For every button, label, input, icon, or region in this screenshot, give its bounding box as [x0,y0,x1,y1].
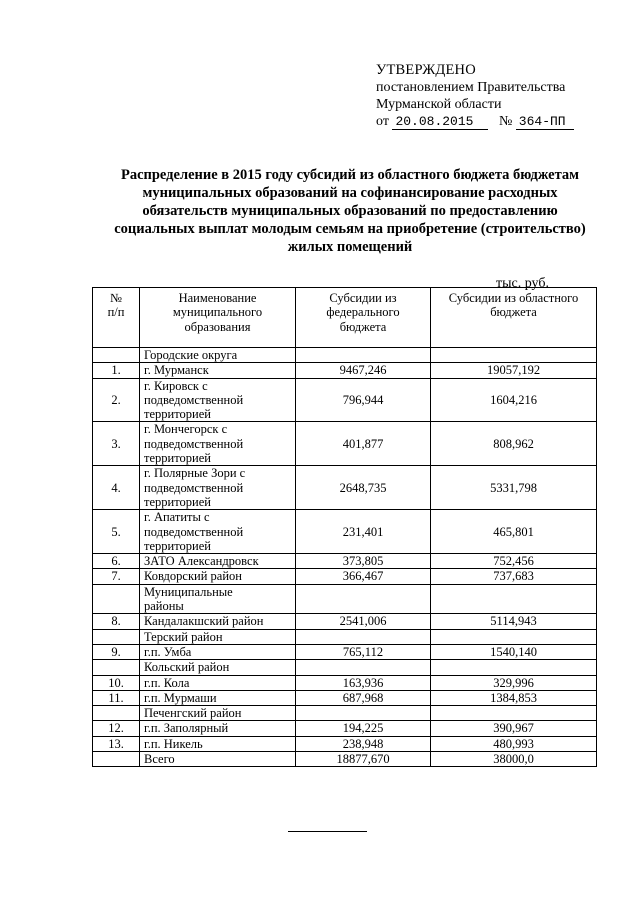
table-row [93,675,597,690]
row-name-line: г.п. Умба [144,644,192,659]
row-federal-value: 238,948 [296,736,431,751]
row-name [140,422,296,466]
row-name-line: Всего [144,752,175,767]
table-row [93,721,597,736]
row-regional-value: 1384,853 [431,690,597,705]
header-num [93,288,140,348]
from-label: от [376,114,389,129]
header-text: образования [184,319,251,334]
table-body [93,348,597,767]
row-name [140,466,296,510]
table-row [93,378,597,422]
header-federal [296,288,431,348]
row-number: 11. [93,690,140,705]
title-line: Распределение в 2015 году субсидий из областного бюджета бюджетам [120,167,580,183]
row-federal-value: 401,877 [296,422,431,466]
row-number: 10. [93,675,140,690]
approval-date-line [376,113,574,130]
row-name-line: территорией [144,407,211,422]
row-regional-value [431,660,597,675]
row-name-line: территорией [144,451,211,466]
row-federal-value: 373,805 [296,554,431,569]
row-federal-value: 231,401 [296,510,431,554]
row-federal-value: 765,112 [296,644,431,659]
row-regional-value: 1540,140 [431,644,597,659]
row-regional-value: 480,993 [431,736,597,751]
row-number [93,706,140,721]
row-number: 7. [93,569,140,584]
header-text: Субсидии из [329,291,397,305]
row-name [140,569,296,584]
table-row [93,690,597,705]
row-name [140,706,296,721]
row-regional-value [431,706,597,721]
row-name [140,378,296,422]
row-name [140,348,296,363]
header-text: п/п [107,305,125,320]
row-name [140,554,296,569]
row-number: 1. [93,363,140,378]
row-name-line: г.п. Никель [144,736,203,751]
row-federal-value: 687,968 [296,690,431,705]
row-name [140,752,296,767]
title-line: муниципальных образований на софинансирование расходных [142,185,558,201]
table-header-row [93,288,597,348]
row-name-line: г. Кировск с [144,378,208,393]
row-name-line: Терский район [144,629,223,644]
row-name-line: районы [144,599,184,614]
row-name [140,584,296,614]
row-name-line: территорией [144,538,211,553]
row-federal-value: 2648,735 [296,466,431,510]
title-line: жилых помещений [287,239,413,255]
row-name [140,675,296,690]
row-federal-value: 9467,246 [296,363,431,378]
number-label: № [498,114,513,129]
table-row [93,348,597,363]
row-name-line: Муниципальные [144,584,233,599]
approval-number: 364-ПП [516,115,574,130]
approval-line-1: постановлением Правительства [376,80,566,95]
row-federal-value: 796,944 [296,378,431,422]
row-name [140,629,296,644]
row-name-line: г. Полярные Зори с [144,466,246,481]
table-row [93,422,597,466]
row-regional-value: 752,456 [431,554,597,569]
row-name-line: Кандалакшский район [144,614,264,629]
header-text: федерального [326,305,400,320]
row-federal-value [296,629,431,644]
row-federal-value [296,706,431,721]
approval-date: 20.08.2015 [392,115,488,130]
table-row [93,752,597,767]
row-federal-value: 163,936 [296,675,431,690]
row-regional-value [431,348,597,363]
row-number [93,584,140,614]
row-regional-value: 329,996 [431,675,597,690]
row-number: 13. [93,736,140,751]
row-name [140,660,296,675]
row-number: 5. [93,510,140,554]
row-name-line: Печенгский район [144,706,242,721]
row-name [140,690,296,705]
row-name-line: г.п. Мурмаши [144,690,217,705]
table-row [93,510,597,554]
table-row [93,644,597,659]
approval-block [376,62,574,130]
row-number: 12. [93,721,140,736]
document-title [60,166,640,256]
row-number: 3. [93,422,140,466]
table-row [93,466,597,510]
row-regional-value: 808,962 [431,422,597,466]
row-federal-value [296,348,431,363]
row-regional-value: 5331,798 [431,466,597,510]
table-row [93,736,597,751]
header-text: Наименование [178,291,257,305]
row-name-line: ЗАТО Александровск [144,554,259,569]
row-federal-value [296,584,431,614]
row-federal-value: 18877,670 [296,752,431,767]
table-row [93,554,597,569]
table-row [93,706,597,721]
row-name-line: г. Мурманск [144,363,209,378]
row-name [140,721,296,736]
row-regional-value: 5114,943 [431,614,597,629]
row-name-line: г.п. Заполярный [144,721,229,736]
row-federal-value: 366,467 [296,569,431,584]
row-name-line: г.п. Кола [144,675,190,690]
subsidy-table [92,287,597,767]
row-name-line: подведомственной [144,524,244,539]
row-name-line: Кольский район [144,660,230,675]
header-text: муниципального [172,305,263,320]
row-number: 2. [93,378,140,422]
row-federal-value [296,660,431,675]
row-name-line: Городские округа [144,348,238,362]
row-name [140,736,296,751]
row-number: 9. [93,644,140,659]
row-name [140,363,296,378]
row-name [140,614,296,629]
row-name [140,510,296,554]
approval-heading: УТВЕРЖДЕНО [376,62,476,78]
row-regional-value: 38000,0 [431,752,597,767]
table-row [93,614,597,629]
header-regional [431,288,597,348]
row-number [93,348,140,363]
row-name-line: подведомственной [144,480,244,495]
row-number: 4. [93,466,140,510]
header-text: бюджета [339,319,387,334]
row-number [93,752,140,767]
table-row [93,660,597,675]
row-federal-value: 194,225 [296,721,431,736]
row-number [93,660,140,675]
table-row [93,569,597,584]
row-regional-value: 390,967 [431,721,597,736]
row-name-line: г. Мончегорск с [144,422,228,437]
row-regional-value: 1604,216 [431,378,597,422]
row-name-line: подведомственной [144,436,244,451]
row-regional-value [431,584,597,614]
row-name-line: подведомственной [144,392,244,407]
approval-line-2: Мурманской области [376,97,502,112]
row-number: 6. [93,554,140,569]
row-regional-value: 737,683 [431,569,597,584]
units-label: тыс. руб. [496,276,549,291]
title-line: обязательств муниципальных образований по предоставлению [142,203,558,219]
header-text: бюджета [490,305,537,320]
table-row [93,629,597,644]
row-regional-value [431,629,597,644]
end-rule [288,831,367,832]
table-row [93,363,597,378]
header-name [140,288,296,348]
row-number [93,629,140,644]
row-name [140,644,296,659]
row-federal-value: 2541,006 [296,614,431,629]
header-text: № [110,291,122,305]
row-number: 8. [93,614,140,629]
row-name-line: Ковдорский район [144,569,242,584]
table-row [93,584,597,614]
title-line: социальных выплат молодым семьям на приобретение (строительство) [114,221,586,237]
row-regional-value: 465,801 [431,510,597,554]
row-regional-value: 19057,192 [431,363,597,378]
row-name-line: территорией [144,494,211,509]
header-text: Субсидии из областного [448,291,579,305]
row-name-line: г. Апатиты с [144,510,210,525]
